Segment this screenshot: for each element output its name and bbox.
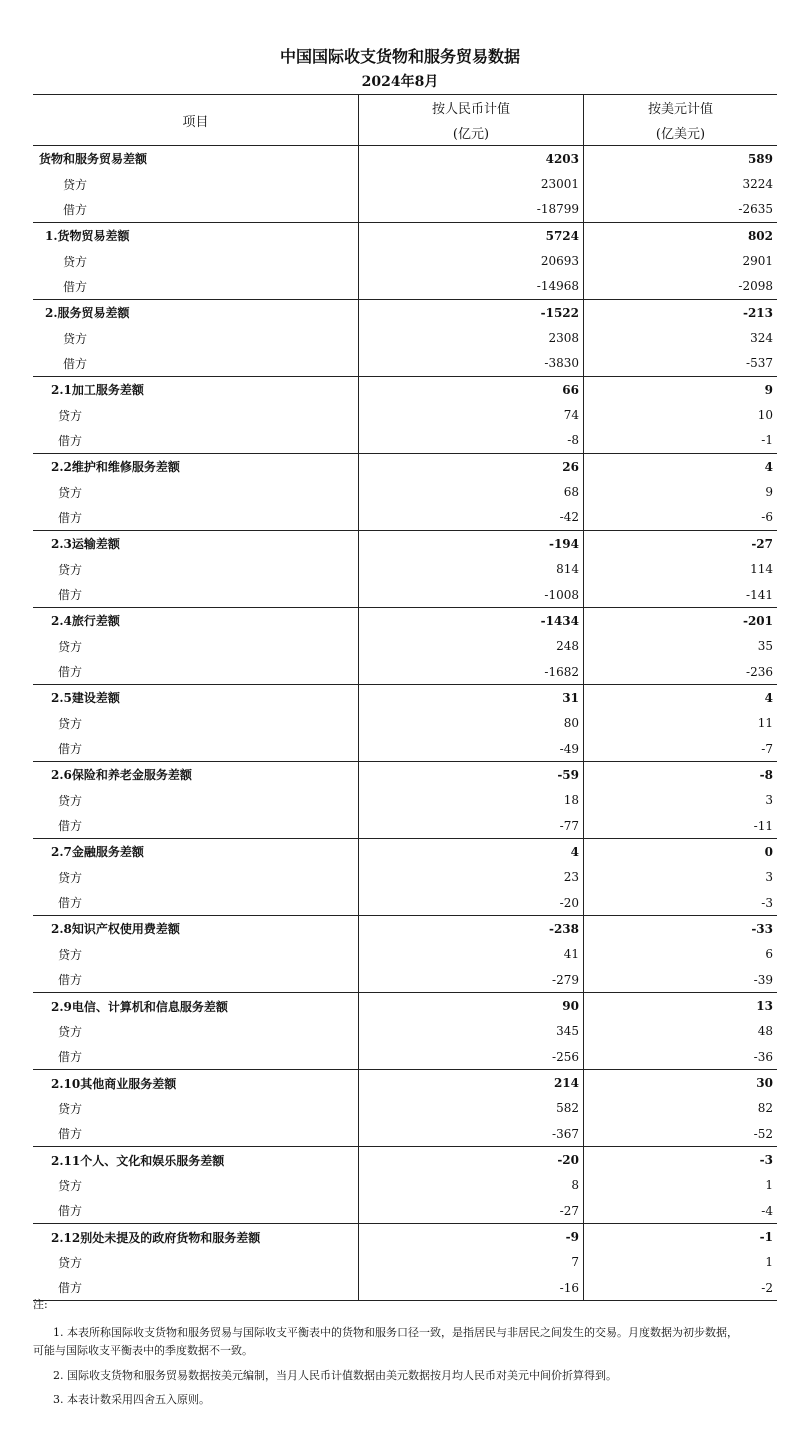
table-row (33, 1044, 777, 1070)
row-label: 贷方 (33, 942, 359, 967)
usd-value: -27 (584, 531, 778, 557)
rmb-value: -1434 (359, 608, 584, 634)
table-row-balance (33, 223, 777, 249)
rmb-value: -77 (359, 813, 584, 839)
rmb-value: -16 (359, 1275, 584, 1301)
rmb-value: -9 (359, 1224, 584, 1250)
table-row (33, 711, 777, 736)
usd-value: 1 (765, 1255, 773, 1270)
row-label: 借方 (33, 428, 359, 454)
rmb-value: 41 (359, 942, 584, 967)
usd-value: 114 (750, 562, 773, 577)
rmb-value: 582 (359, 1096, 584, 1121)
row-label: 贷方 (33, 402, 359, 427)
rmb-value: 4 (359, 839, 584, 865)
rmb-value: -27 (359, 1198, 584, 1224)
usd-value: 1 (765, 1178, 773, 1193)
usd-value: 589 (584, 146, 778, 172)
row-label: 贷方 (33, 634, 359, 659)
table-row-balance (33, 1224, 777, 1250)
usd-value: -201 (584, 608, 778, 634)
rmb-value: -1682 (359, 659, 584, 685)
row-label: 货物和服务贸易差额 (33, 146, 359, 172)
usd-value: -3 (761, 895, 773, 910)
header-rmb-unit: (亿元) (452, 127, 490, 142)
rmb-value: -279 (359, 967, 584, 993)
table-row (33, 942, 777, 967)
rmb-value: -59 (359, 762, 584, 788)
table-row-balance (33, 993, 777, 1019)
rmb-value: 90 (359, 993, 584, 1019)
row-label: 贷方 (33, 248, 359, 273)
table-row (33, 197, 777, 223)
table-row (33, 557, 777, 582)
row-label: 2.4旅行差额 (33, 608, 359, 634)
row-label: 2.12别处未提及的政府货物和服务差额 (33, 1224, 359, 1250)
table-row-balance (33, 608, 777, 634)
rmb-value: -20 (359, 890, 584, 916)
rmb-value: -42 (359, 505, 584, 531)
table-row (33, 1173, 777, 1198)
rmb-value: 8 (359, 1173, 584, 1198)
table-row-balance (33, 300, 777, 326)
row-label: 2.服务贸易差额 (33, 300, 359, 326)
usd-value: -6 (761, 510, 773, 525)
rmb-value: -18799 (359, 197, 584, 223)
table-row-balance (33, 1070, 777, 1096)
table-row-balance (33, 685, 777, 711)
note-1: 1. 本表所称国际收支货物和服务贸易与国际收支平衡表中的货物和服务口径一致，是指居民与非居民之间发生的交易。月度数据为初步数据， (53, 1326, 738, 1339)
row-label: 借方 (33, 351, 359, 377)
page-title: 中国国际收支货物和服务贸易数据 (279, 47, 520, 66)
notes-heading: 注: (33, 1298, 48, 1311)
row-label: 2.6保险和养老金服务差额 (33, 762, 359, 788)
usd-value: 48 (757, 1024, 773, 1039)
rmb-value: -1008 (359, 582, 584, 608)
rmb-value: 4203 (359, 146, 584, 172)
rmb-value: -3830 (359, 351, 584, 377)
note-3: 3. 本表计数采用四舍五入原则。 (53, 1393, 210, 1406)
rmb-value: 66 (359, 377, 584, 403)
rmb-value: -14968 (359, 274, 584, 300)
usd-value: -39 (753, 972, 773, 987)
usd-value: -1 (584, 1224, 778, 1250)
usd-value: 11 (757, 716, 773, 731)
header-rmb-line1: 按人民币计值 (431, 102, 510, 117)
table-row (33, 479, 777, 504)
table-row (33, 1019, 777, 1044)
usd-value: -7 (761, 741, 773, 756)
table-row-balance (33, 146, 777, 172)
rmb-value: 74 (359, 402, 584, 427)
table-row (33, 402, 777, 427)
row-label: 贷方 (33, 865, 359, 890)
rmb-value: 23001 (359, 171, 584, 196)
row-label: 贷方 (33, 711, 359, 736)
rmb-value: 20693 (359, 248, 584, 273)
row-label: 借方 (33, 1275, 359, 1301)
usd-value: -4 (761, 1203, 773, 1218)
table-row (33, 428, 777, 454)
usd-value: -2635 (738, 202, 773, 217)
row-label: 贷方 (33, 1019, 359, 1044)
row-label: 借方 (33, 505, 359, 531)
rmb-value: -49 (359, 736, 584, 762)
row-label: 2.2维护和维修服务差额 (33, 454, 359, 480)
table-row-balance (33, 916, 777, 942)
usd-value: 3 (765, 793, 773, 808)
note-2: 2. 国际收支货物和服务贸易数据按美元编制，当月人民币计值数据由美元数据按月均人民币对美元中间价折算得到。 (53, 1369, 617, 1382)
usd-value: -3 (584, 1147, 778, 1173)
usd-value: -36 (753, 1049, 773, 1064)
usd-value: -537 (746, 356, 773, 371)
rmb-value: 68 (359, 479, 584, 504)
rmb-value: 248 (359, 634, 584, 659)
row-label: 贷方 (33, 1096, 359, 1121)
table-row (33, 351, 777, 377)
table-row (33, 325, 777, 350)
row-label: 1.货物贸易差额 (33, 223, 359, 249)
usd-value: 324 (750, 331, 773, 346)
table-row (33, 248, 777, 273)
usd-value: 13 (584, 993, 778, 1019)
header-usd (584, 95, 778, 146)
row-label: 贷方 (33, 788, 359, 813)
rmb-value: 7 (359, 1250, 584, 1275)
usd-value: 0 (584, 839, 778, 865)
table-row-balance (33, 377, 777, 403)
note-1-continued: 可能与国际收支平衡表中的季度数据不一致。 (33, 1344, 253, 1357)
rmb-value: -20 (359, 1147, 584, 1173)
usd-value: -52 (753, 1126, 773, 1141)
rmb-value: -238 (359, 916, 584, 942)
row-label: 2.10其他商业服务差额 (33, 1070, 359, 1096)
usd-value: 3224 (742, 177, 773, 192)
row-label: 借方 (33, 659, 359, 685)
header-rmb (359, 95, 584, 146)
usd-value: -11 (753, 818, 773, 833)
table-row (33, 788, 777, 813)
table-row (33, 865, 777, 890)
rmb-value: -8 (359, 428, 584, 454)
row-label: 借方 (33, 1044, 359, 1070)
usd-value: 2901 (742, 254, 773, 269)
table-row (33, 1198, 777, 1224)
row-label: 借方 (33, 197, 359, 223)
usd-value: -33 (584, 916, 778, 942)
rmb-value: -1522 (359, 300, 584, 326)
table-row-balance (33, 1147, 777, 1173)
table-row-balance (33, 839, 777, 865)
row-label: 贷方 (33, 171, 359, 196)
table-row (33, 967, 777, 993)
row-label: 贷方 (33, 1250, 359, 1275)
rmb-value: 345 (359, 1019, 584, 1044)
table-row (33, 659, 777, 685)
rmb-value: 814 (359, 557, 584, 582)
row-label: 借方 (33, 813, 359, 839)
row-label: 借方 (33, 1198, 359, 1224)
header-item: 项目 (33, 95, 359, 146)
row-label: 2.5建设差额 (33, 685, 359, 711)
row-label: 借方 (33, 890, 359, 916)
rmb-value: 214 (359, 1070, 584, 1096)
row-label: 2.3运输差额 (33, 531, 359, 557)
usd-value: 82 (757, 1101, 773, 1116)
table-row (33, 1121, 777, 1147)
table-row (33, 890, 777, 916)
table-row-balance (33, 762, 777, 788)
table-row (33, 813, 777, 839)
row-label: 2.8知识产权使用费差额 (33, 916, 359, 942)
usd-value: -2 (584, 1275, 778, 1301)
row-label: 借方 (33, 967, 359, 993)
rmb-value: 5724 (359, 223, 584, 249)
row-label: 贷方 (33, 325, 359, 350)
rmb-value: 2308 (359, 325, 584, 350)
rmb-value: 80 (359, 711, 584, 736)
row-label: 2.11个人、文化和娱乐服务差额 (33, 1147, 359, 1173)
rmb-value: 18 (359, 788, 584, 813)
table-row (33, 171, 777, 196)
usd-value: 4 (584, 685, 778, 711)
rmb-value: -194 (359, 531, 584, 557)
notes (33, 1296, 777, 1409)
usd-value: 30 (584, 1070, 778, 1096)
row-label: 借方 (33, 736, 359, 762)
report-period: 2024年8月 (361, 74, 439, 90)
row-label: 2.7金融服务差额 (33, 839, 359, 865)
table-row (33, 634, 777, 659)
usd-value: -236 (746, 664, 773, 679)
usd-value: 4 (584, 454, 778, 480)
table-header-row (33, 95, 777, 146)
row-label: 2.9电信、计算机和信息服务差额 (33, 993, 359, 1019)
rmb-value: -367 (359, 1121, 584, 1147)
table-row-balance (33, 454, 777, 480)
trade-data-table (33, 94, 777, 1301)
usd-value: 802 (584, 223, 778, 249)
table-row (33, 582, 777, 608)
row-label: 借方 (33, 582, 359, 608)
table-row (33, 1096, 777, 1121)
usd-value: -1 (761, 433, 773, 448)
table-row (33, 736, 777, 762)
usd-value: 3 (765, 870, 773, 885)
table-row (33, 1250, 777, 1275)
rmb-value: -256 (359, 1044, 584, 1070)
usd-value: 10 (757, 408, 773, 423)
header-usd-unit: (亿美元) (655, 127, 706, 142)
rmb-value: 26 (359, 454, 584, 480)
row-label: 贷方 (33, 479, 359, 504)
usd-value: 9 (765, 485, 773, 500)
usd-value: 6 (765, 947, 773, 962)
usd-value: -213 (584, 300, 778, 326)
row-label: 借方 (33, 274, 359, 300)
usd-value: -2098 (738, 279, 773, 294)
usd-value: 9 (584, 377, 778, 403)
rmb-value: 23 (359, 865, 584, 890)
row-label: 2.1加工服务差额 (33, 377, 359, 403)
row-label: 贷方 (33, 1173, 359, 1198)
table-row-balance (33, 531, 777, 557)
table-row (33, 505, 777, 531)
table-row (33, 274, 777, 300)
rmb-value: 31 (359, 685, 584, 711)
usd-value: 35 (757, 639, 773, 654)
usd-value: -8 (584, 762, 778, 788)
row-label: 借方 (33, 1121, 359, 1147)
row-label: 贷方 (33, 557, 359, 582)
header-usd-line1: 按美元计值 (647, 102, 713, 117)
usd-value: -141 (746, 587, 773, 602)
